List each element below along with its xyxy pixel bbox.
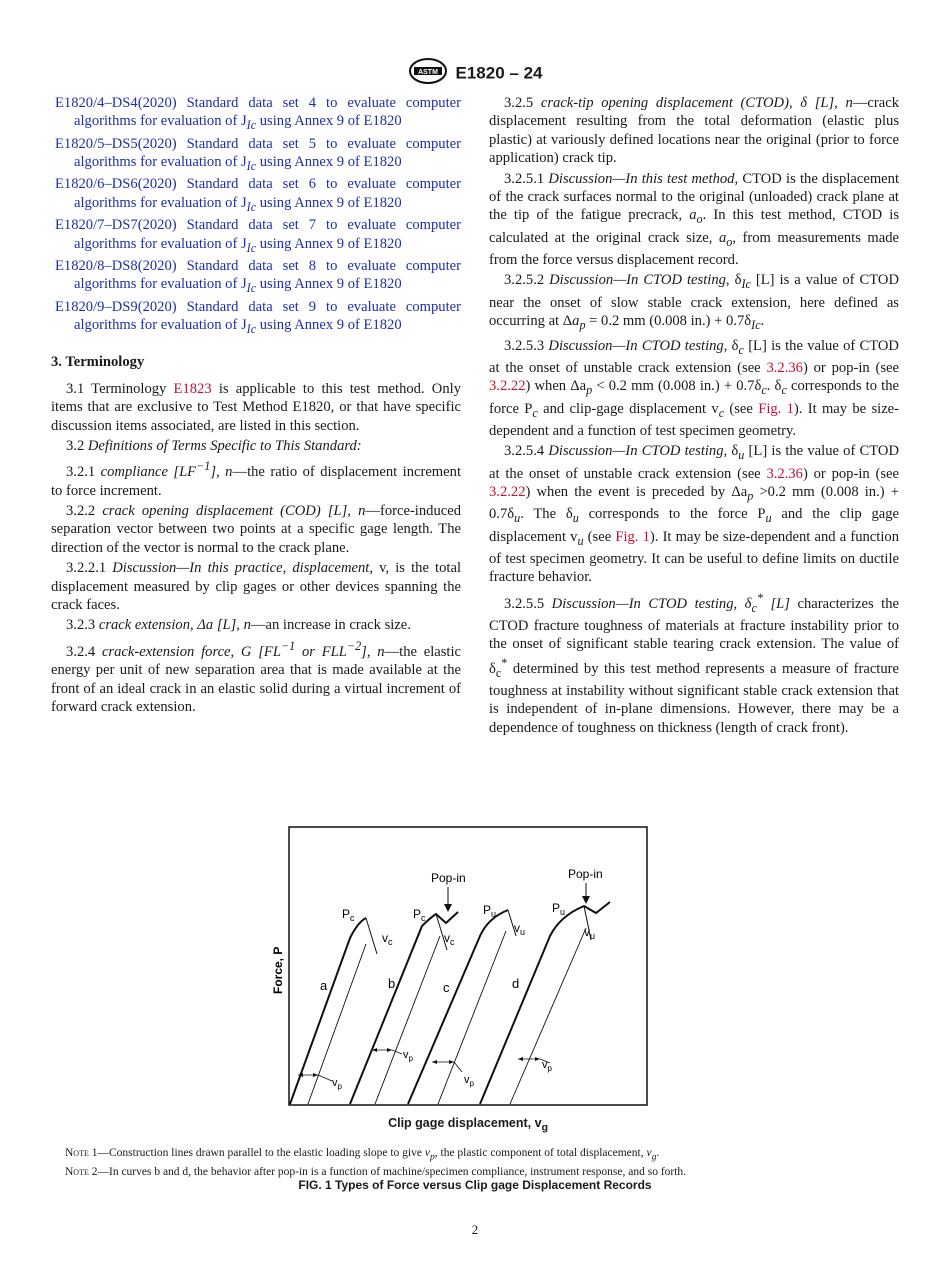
paragraph-3-2-5-4: 3.2.5.4 Discussion—In CTOD testing, $\delta_u$ [L] is the value of CTOD at the onset of unstable crack extension (see 3.2.36) or pop-in (see 3.2.22) when the event is preceded by $\Delta a_p >0.2$ mm (0.008 $in.) + 0.7\delta_u$. The $\delta_u$ corresponds to the force $P_u$ and the clip gage displacement $v_u$ (see Fig. 1). It may be size-dependent and a function of test specimen geometry. It can be useful to define limits on ductile fracture behavior. — [489, 443, 900, 586]
svg-text:ASTM: ASTM — [417, 69, 438, 76]
reference-text: Standard data set 6 to evaluate computer algorithms for evaluation of J — [74, 176, 461, 211]
reference-text: Standard data set 5 to evaluate computer algorithms for evaluation of J — [74, 135, 461, 171]
curve-id-b: b — [388, 976, 396, 991]
reference-item — [51, 257, 461, 298]
paragraph-3-2-5-2: 3.2.5.2 Discussion—In CTOD testing, $\delta_{Ic}$ [L] is a value of CTOD near the onset of slow stable crack extension, here defined as occurring at $\Delta a_p = 0.2$ mm (0.008 $in.) + 0.7\delta_{Ic}$. — [489, 272, 899, 333]
reference-item — [51, 298, 461, 339]
figure-notes — [65, 1146, 905, 1179]
note-1: Note 1—Construction lines drawn parallel to the elastic loading slope to give $v_p$, the plastic component of total displacement, $v_g$. — [65, 1147, 660, 1163]
paragraph-3-2-5-3: 3.2.5.3 Discussion—In CTOD testing, $\delta_c$ [L] is the value of CTOD at the onset of unstable crack extension (see 3.2.36) or pop-in (see 3.2.22) when $\Delta a_p < 0.2$ mm (0.008 $in.) + 0.7\delta_c$. $\delta_c$ corresponds to the force $P_c$ and clip-gage displacement $v_c$ (see Fig. 1). It may be size-dependent and a function of test specimen geometry. — [489, 337, 900, 439]
reference-tail: using Annex 9 of E1820 — [256, 113, 402, 130]
astm-logo-icon — [408, 58, 448, 89]
reference-text: Standard data set 9 to evaluate computer algorithms for evaluation of J — [74, 298, 461, 333]
subscript: Ic — [246, 159, 257, 174]
subscript: Ic — [246, 321, 257, 336]
paragraph-3-2-3: 3.2.3 crack extension, Δa [L], n—an increase in crack size. — [66, 617, 411, 634]
reference-code[interactable]: E1820/8–DS8(2020) — [55, 257, 177, 274]
fig-1-link[interactable]: Fig. 1 — [758, 400, 794, 417]
reference-item — [51, 94, 461, 135]
paragraph-3-2-5: 3.2.5 crack-tip opening displacement (CTOD), δ [L], n—crack displacement resulting from the total deformation (elastic plus plastic) at variously defined locations near the original (prior to force application) crack tip. — [489, 95, 899, 167]
reference-code[interactable]: E1820/5–DS5(2020) — [55, 135, 177, 152]
svg-text:vp: $v_p$ — [464, 1074, 474, 1088]
curve-b — [350, 912, 458, 1104]
svg-text:vp: $v_p$ — [542, 1059, 552, 1073]
reference-text: Standard data set 4 to evaluate computer algorithms for evaluation of J — [74, 95, 461, 130]
popin-label-d: Pop-in — [568, 867, 603, 881]
page-number: 2 — [471, 1222, 479, 1237]
fig-1-link[interactable]: Fig. 1 — [615, 528, 650, 545]
curve-id-d: d — [512, 976, 520, 991]
reference-tail: using Annex 9 of E1820 — [256, 317, 402, 333]
ref-link-3-2-36[interactable]: 3.2.36 — [766, 465, 803, 482]
vp-marker-b — [372, 1048, 414, 1063]
peak-label-c: $P_u$ — [483, 903, 497, 919]
curve-id-c: c — [443, 980, 450, 995]
reference-code[interactable]: E1820/9–DS9(2020) — [55, 298, 177, 315]
x-axis-label: Clip gage displacement, $v_g$ — [388, 1116, 548, 1134]
subscript: Ic — [246, 118, 257, 133]
e1823-link[interactable]: E1823 — [173, 380, 212, 397]
reference-tail: using Annex 9 of E1820 — [256, 194, 402, 211]
v-label-b: $v_c$ — [444, 931, 455, 947]
reference-text: Standard data set 7 to evaluate computer algorithms for evaluation of J — [74, 217, 461, 252]
reference-item — [51, 216, 461, 257]
document-designation: E1820 – 24 — [455, 63, 543, 83]
construction-line — [510, 928, 586, 1104]
reference-list — [51, 94, 461, 338]
ref-link-3-2-22[interactable]: 3.2.22 — [489, 483, 526, 500]
reference-item — [51, 175, 461, 216]
reference-code[interactable]: E1820/6–DS6(2020) — [55, 176, 177, 193]
vp-marker-d — [518, 1057, 553, 1073]
reference-code[interactable]: E1820/7–DS7(2020) — [55, 217, 177, 234]
subscript: Ic — [246, 199, 257, 214]
v-label-d: $v_u$ — [584, 925, 596, 941]
peak-label-a: $P_c$ — [342, 907, 355, 923]
subscript: Ic — [246, 240, 257, 255]
note-2: Note 2—In curves b and d, the behavior after pop-in is a function of machine/specimen compliance, instrument response, and so forth. — [65, 1165, 687, 1178]
paragraph-3-2-2-1: 3.2.2.1 Discussion—In this practice, displacement, v, is the total displacement measured by clip gages or other devices spanning the crack faces. — [51, 560, 461, 614]
figure-caption: FIG. 1 Types of Force versus Clip gage Displacement Records — [298, 1178, 652, 1192]
paragraph-3-2-2: 3.2.2 crack opening displacement (COD) [L], n—force-induced separation vector between two points at a specific gage length. The direction of the vector is normal to the crack plane. — [51, 503, 461, 556]
left-column — [51, 94, 461, 718]
reference-tail: using Annex 9 of E1820 — [256, 235, 402, 252]
paragraph-3-2-4: 3.2.4 crack-extension force, G [$FL^{-1}$ or $FLL^{-2}$], n—the elastic energy per unit of new separation area that is made available at the front of an ideal crack in an elastic solid during a virtual increment of forward crack extension. — [51, 638, 462, 715]
svg-text:vp: $v_p$ — [403, 1049, 413, 1063]
paragraph-3-2: 3.2 Definitions of Terms Specific to This Standard: — [66, 437, 362, 454]
section-heading: 3. Terminology — [51, 354, 145, 371]
reference-item — [51, 135, 461, 176]
peak-label-d: $P_u$ — [552, 901, 566, 917]
v-label-a: $v_c$ — [382, 931, 393, 947]
curve-id-a: a — [320, 978, 328, 993]
force-displacement-figure — [271, 826, 648, 1106]
paragraph-3-1: 3.1 Terminology E1823 is applicable to this test method. Only items that are exclusive to Test Method E1820, or that have specific discussion items associated, are listed in this section. — [51, 380, 461, 434]
y-axis-label: Force, P — [271, 946, 285, 994]
subscript: Ic — [246, 281, 257, 296]
ref-link-3-2-22[interactable]: 3.2.22 — [489, 378, 526, 395]
reference-code[interactable]: E1820/4–DS4(2020) — [55, 95, 177, 111]
reference-tail: using Annex 9 of E1820 — [256, 276, 402, 293]
svg-text:vp: $v_p$ — [332, 1077, 342, 1091]
reference-tail: using Annex 9 of E1820 — [256, 154, 402, 171]
paragraph-3-2-5-1: 3.2.5.1 Discussion—In this test method, CTOD is the displacement of the crack surfaces normal to the original (unloaded) crack plane at the tip of the fatigue precrack, $a_o$. In this test method, CTOD is calculated at the original crack size, $a_o$, from measurements made from the force versus displacement record. — [489, 170, 900, 269]
peak-label-b: $P_c$ — [413, 907, 426, 923]
paragraph-3-2-1: 3.2.1 compliance $[LF^{-1}]$, n—the ratio of displacement increment to force increment. — [51, 459, 461, 499]
ref-link-3-2-36[interactable]: 3.2.36 — [766, 359, 803, 376]
paragraph-3-2-5-5: 3.2.5.5 Discussion—In CTOD testing, $\delta_c^*$ [L] characterizes the CTOD fracture toughness of materials at fracture instability prior to the onset of significant stable tearing crack extension. The value of $\delta_c^*$ determined by this test method represents a measure of fracture toughness at instability without significant stable crack extension that is independent of in-plane dimensions. However, there may be a dependence of toughness on thickness (length of crack front). — [489, 590, 900, 736]
popin-label-b: Pop-in — [431, 871, 466, 885]
reference-text: Standard data set 8 to evaluate computer algorithms for evaluation of J — [74, 257, 461, 293]
right-column — [489, 0, 899, 739]
v-label-c: $v_u$ — [514, 921, 526, 937]
curve-c — [408, 910, 516, 1104]
vp-marker-a — [298, 1073, 343, 1091]
